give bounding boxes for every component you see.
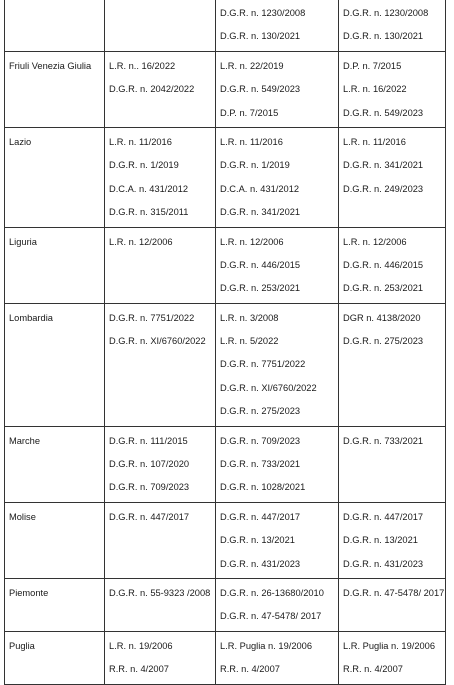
- law-reference: D.G.R. n. 253/2021: [220, 283, 301, 294]
- region-name: Piemonte: [9, 587, 49, 598]
- region-cell: [5, 631, 105, 684]
- law-reference: R.R. n. 4/2007: [220, 664, 280, 675]
- law-reference: L.R. n. 22/2019: [220, 60, 284, 71]
- region-name: Molise: [9, 511, 36, 522]
- law-reference: D.G.R. n. 130/2021: [343, 31, 424, 42]
- region-name: Friuli Venezia Giulia: [9, 60, 92, 71]
- law-reference: L.R. n. 12/2006: [109, 236, 173, 247]
- law-reference: L.R. Puglia n. 19/2006: [343, 640, 436, 651]
- law-reference: D.G.R. n. 446/2015: [220, 259, 301, 270]
- law-reference: D.C.A. n. 431/2012: [109, 183, 189, 194]
- region-cell: [5, 0, 105, 51]
- law-cell-col2: [216, 578, 339, 631]
- law-cell-col2: [216, 502, 339, 578]
- law-reference: L.R. n. 19/2006: [109, 640, 173, 651]
- law-reference: L.R. n. 11/2016: [109, 136, 172, 147]
- law-cell-col1: [105, 578, 216, 631]
- region-cell: [5, 426, 105, 502]
- law-cell-col1: [105, 631, 216, 684]
- law-reference: D.G.R. n. 13/2021: [220, 535, 295, 546]
- table-row: [5, 426, 446, 502]
- law-reference: D.G.R. n. 431/2023: [343, 558, 424, 569]
- table-row: [5, 127, 446, 227]
- law-reference: D.G.R. n. 709/2023: [109, 482, 190, 493]
- region-name: Lazio: [9, 136, 32, 147]
- law-reference: D.G.R. n. 1028/2021: [220, 482, 306, 493]
- law-cell-col2: [216, 51, 339, 127]
- law-reference: D.G.R. n. 107/2020: [109, 459, 190, 470]
- law-reference: D.G.R. n. 47-5478/ 2017: [343, 587, 445, 598]
- law-reference: D.G.R. n. 709/2023: [220, 435, 301, 446]
- region-name: Lombardia: [9, 312, 53, 323]
- region-cell: [5, 578, 105, 631]
- law-cell-col3: [339, 127, 446, 227]
- law-reference: D.G.R. n. 549/2023: [220, 84, 301, 95]
- law-reference: D.G.R. n. 733/2021: [220, 459, 301, 470]
- regional-laws-table: [4, 0, 446, 685]
- law-cell-col1: [105, 303, 216, 426]
- law-reference: L.R. n.. 16/2022: [109, 60, 176, 71]
- law-cell-col3: [339, 303, 446, 426]
- law-reference: D.G.R. n. XI/6760/2022: [220, 382, 317, 393]
- law-reference: D.G.R. n. 275/2023: [220, 406, 301, 417]
- law-reference: D.P. n. 7/2015: [220, 107, 279, 118]
- law-reference: D.G.R. n. 447/2017: [220, 511, 301, 522]
- law-cell-col1: [105, 502, 216, 578]
- law-reference: D.G.R. n. 341/2021: [343, 160, 424, 171]
- law-reference: L.R. n. 3/2008: [220, 312, 279, 323]
- law-reference: D.G.R. n. 446/2015: [343, 259, 424, 270]
- region-name: Puglia: [9, 640, 35, 651]
- law-reference: D.G.R. n. 275/2023: [343, 336, 424, 347]
- table-row: [5, 227, 446, 303]
- law-reference: D.G.R. n. 1230/2008: [220, 8, 306, 18]
- law-reference: R.R. n. 4/2007: [109, 664, 169, 675]
- law-reference: D.G.R. n. 1/2019: [220, 160, 290, 171]
- law-cell-col3: [339, 578, 446, 631]
- law-reference: L.R. n. 11/2016: [343, 136, 406, 147]
- law-reference: L.R. Puglia n. 19/2006: [220, 640, 313, 651]
- law-cell-col2: [216, 303, 339, 426]
- law-reference: D.G.R. n. 1230/2008: [343, 8, 429, 18]
- law-reference: D.C.A. n. 431/2012: [220, 183, 300, 194]
- law-reference: D.G.R. n. 341/2021: [220, 207, 301, 218]
- law-reference: D.G.R. n. 47-5478/ 2017: [220, 611, 322, 622]
- law-reference: D.G.R. n. 2042/2022: [109, 84, 195, 95]
- table-row: [5, 51, 446, 127]
- law-cell-col2: [216, 127, 339, 227]
- law-cell-col1: [105, 0, 216, 51]
- law-cell-col1: [105, 51, 216, 127]
- law-reference: D.G.R. n. 111/2015: [109, 435, 188, 446]
- law-reference: D.G.R. n. 26-13680/2010: [220, 587, 324, 598]
- law-reference: D.G.R. n. 431/2023: [220, 558, 301, 569]
- region-cell: [5, 303, 105, 426]
- law-reference: D.G.R. n. 55-9323 /2008: [109, 587, 211, 598]
- law-cell-col3: [339, 631, 446, 684]
- law-reference: D.G.R. n. 1/2019: [109, 160, 179, 171]
- law-cell-col2: [216, 0, 339, 51]
- table-row: [5, 631, 446, 684]
- law-reference: L.R. n. 12/2006: [220, 236, 284, 247]
- law-reference: D.G.R. n. 7751/2022: [220, 359, 306, 370]
- table-row: [5, 303, 446, 426]
- region-cell: [5, 51, 105, 127]
- law-reference: D.G.R. n. 130/2021: [220, 31, 301, 42]
- region-cell: [5, 502, 105, 578]
- region-name: Marche: [9, 435, 41, 446]
- law-reference: L.R. n. 12/2006: [343, 236, 407, 247]
- law-reference: D.G.R. n. 447/2017: [109, 511, 190, 522]
- region-cell: [5, 227, 105, 303]
- table-body: [5, 0, 446, 684]
- law-reference: D.G.R. n. 315/2011: [109, 207, 189, 218]
- law-reference: L.R. n. 11/2016: [220, 136, 283, 147]
- region-cell: [5, 127, 105, 227]
- region-name: [9, 2, 100, 25]
- region-name: Liguria: [9, 236, 37, 247]
- law-cell-col3: [339, 51, 446, 127]
- law-reference: D.G.R. n. 7751/2022: [109, 312, 195, 323]
- law-cell-col3: [339, 227, 446, 303]
- law-cell-col1: [105, 227, 216, 303]
- law-cell-col2: [216, 426, 339, 502]
- law-cell-col3: [339, 426, 446, 502]
- law-reference: L.R. n. 16/2022: [343, 84, 407, 95]
- law-reference: L.R. n. 5/2022: [220, 336, 279, 347]
- law-cell-col2: [216, 631, 339, 684]
- law-reference: D.G.R. n. XI/6760/2022: [109, 336, 206, 347]
- law-reference: D.G.R. n. 13/2021: [343, 535, 418, 546]
- law-cell-col1: [105, 127, 216, 227]
- table-row: [5, 0, 446, 51]
- table-row: [5, 578, 446, 631]
- law-reference: D.G.R. n. 549/2023: [343, 107, 424, 118]
- law-cell-col1: [105, 426, 216, 502]
- law-reference: D.P. n. 7/2015: [343, 60, 402, 71]
- law-reference: D.G.R. n. 447/2017: [343, 511, 424, 522]
- law-reference: D.G.R. n. 253/2021: [343, 283, 424, 294]
- table-row: [5, 502, 446, 578]
- law-cell-col3: [339, 0, 446, 51]
- law-reference: D.G.R. n. 733/2021: [343, 435, 424, 446]
- law-reference: R.R. n. 4/2007: [343, 664, 403, 675]
- law-reference: DGR n. 4138/2020: [343, 312, 421, 323]
- law-cell-col2: [216, 227, 339, 303]
- law-reference: D.G.R. n. 249/2023: [343, 183, 424, 194]
- law-cell-col3: [339, 502, 446, 578]
